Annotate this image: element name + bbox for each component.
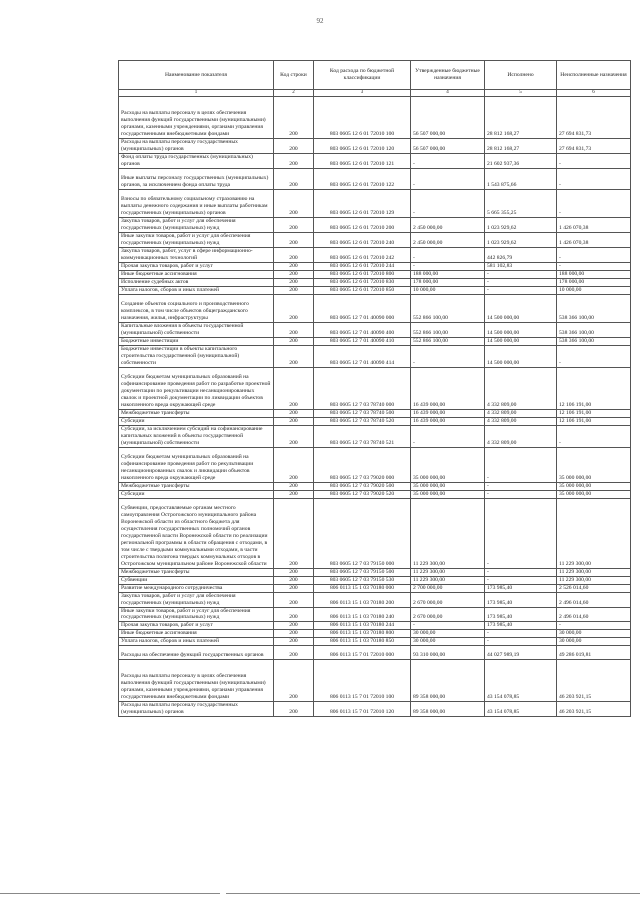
row-approved: 16 439 000,00: [411, 409, 485, 417]
row-line-code: 200: [274, 417, 314, 425]
row-line-code: 200: [274, 278, 314, 286]
row-approved: 16 439 000,00: [411, 417, 485, 425]
row-budget-code: 803 0605 12 7 01 40090 410: [314, 337, 411, 345]
table-row: [119, 270, 631, 278]
row-budget-code: 803 0605 12 7 03 78740 500: [314, 409, 411, 417]
row-line-code: 200: [274, 367, 314, 409]
row-unexecuted: 11 229 300,00: [557, 576, 631, 584]
row-executed: 173 985,40: [485, 622, 557, 630]
header-name: Наименование показателя: [119, 61, 274, 90]
row-executed: -: [485, 270, 557, 278]
row-line-code: 200: [274, 337, 314, 345]
row-approved: -: [411, 153, 485, 168]
row-unexecuted: 30 000,00: [557, 638, 631, 646]
row-unexecuted: 10 000,00: [557, 286, 631, 294]
table-row: [119, 482, 631, 490]
row-executed: 43 154 078,85: [485, 660, 557, 702]
table-row: [119, 322, 631, 337]
table-row: [119, 576, 631, 584]
table-row: [119, 189, 631, 217]
column-number: 3: [314, 90, 411, 97]
row-line-code: 200: [274, 409, 314, 417]
row-unexecuted: 11 229 300,00: [557, 568, 631, 576]
table-row: [119, 498, 631, 568]
row-unexecuted: -: [557, 189, 631, 217]
row-line-code: 200: [274, 490, 314, 498]
row-budget-code: 803 0605 12 6 01 72010 129: [314, 189, 411, 217]
row-line-code: 200: [274, 447, 314, 482]
row-approved: 35 000 000,00: [411, 482, 485, 490]
row-unexecuted: 35 000 000,00: [557, 490, 631, 498]
row-approved: 2 450 000,00: [411, 217, 485, 232]
table-row: [119, 638, 631, 646]
row-unexecuted: 11 229 300,00: [557, 498, 631, 568]
row-executed: 1 543 875,66: [485, 168, 557, 189]
page-number: 92: [316, 17, 324, 25]
row-approved: 56 507 000,00: [411, 139, 485, 154]
row-name: Взносы по обязательному социальному страхованию на выплаты денежного содержания и иные выплаты работникам государственных (муниципальных) органов: [119, 189, 274, 217]
table-row: [119, 607, 631, 622]
header-line-code: Код строки: [274, 61, 314, 90]
row-line-code: 200: [274, 568, 314, 576]
table-row: [119, 490, 631, 498]
row-line-code: 200: [274, 247, 314, 262]
header-executed: Исполнено: [485, 61, 557, 90]
row-executed: -: [485, 482, 557, 490]
column-number-row: [119, 90, 631, 97]
row-unexecuted: 188 000,00: [557, 270, 631, 278]
row-name: Исполнение судебных актов: [119, 278, 274, 286]
row-approved: 178 000,00: [411, 278, 485, 286]
row-approved: 11 229 300,00: [411, 498, 485, 568]
row-executed: -: [485, 638, 557, 646]
row-name: Субвенции: [119, 576, 274, 584]
column-number: 4: [411, 90, 485, 97]
row-budget-code: 803 0605 12 6 01 72010 850: [314, 286, 411, 294]
header-approved: Утвержденные бюджетные назначения: [411, 61, 485, 90]
row-name: Бюджетные инвестиции в объекты капитального строительства государственной (муниципальной) собственности: [119, 345, 274, 367]
row-executed: 4 332 809,00: [485, 367, 557, 409]
row-budget-code: 803 0605 12 6 01 72010 200: [314, 217, 411, 232]
table-row: [119, 168, 631, 189]
row-executed: 5 665 355,25: [485, 189, 557, 217]
row-line-code: 200: [274, 286, 314, 294]
table-row: [119, 262, 631, 270]
row-unexecuted: 46 203 921,15: [557, 702, 631, 717]
row-name: Иные выплаты персоналу государственных (муниципальных) органов, за исключением фонда оплаты труда: [119, 168, 274, 189]
table-row: [119, 286, 631, 294]
row-approved: 2 670 000,00: [411, 607, 485, 622]
row-budget-code: 803 0605 12 7 01 40090 414: [314, 345, 411, 367]
row-name: Капитальные вложения в объекты государственной (муниципальной) собственности: [119, 322, 274, 337]
row-budget-code: 806 0113 15 1 03 70180 850: [314, 638, 411, 646]
table-row: [119, 337, 631, 345]
row-budget-code: 806 0113 15 1 03 70180 800: [314, 630, 411, 638]
row-line-code: 200: [274, 498, 314, 568]
row-approved: 11 229 300,00: [411, 568, 485, 576]
row-executed: 4 332 809,00: [485, 425, 557, 447]
row-budget-code: 803 0605 12 6 01 72010 800: [314, 270, 411, 278]
row-name: Субсидии, за исключением субсидий на софинансирование капитальных вложений в объекты государственной (муниципальной) собственности: [119, 425, 274, 447]
row-approved: -: [411, 262, 485, 270]
row-name: Закупка товаров, работ и услуг для обеспечения государственных (муниципальных) нужд: [119, 217, 274, 232]
row-name: Межбюджетные трансферты: [119, 409, 274, 417]
row-line-code: 200: [274, 232, 314, 247]
row-executed: 14 500 000,00: [485, 322, 557, 337]
column-number: 1: [119, 90, 274, 97]
row-name: Прочая закупка товаров, работ и услуг: [119, 622, 274, 630]
row-unexecuted: 46 203 921,15: [557, 660, 631, 702]
table-row: [119, 247, 631, 262]
row-name: Бюджетные инвестиции: [119, 337, 274, 345]
row-line-code: 200: [274, 97, 314, 139]
row-unexecuted: 538 366 100,00: [557, 337, 631, 345]
row-budget-code: 803 0605 12 6 01 72010 242: [314, 247, 411, 262]
row-name: Уплата налогов, сборов и иных платежей: [119, 286, 274, 294]
row-approved: 16 439 000,00: [411, 367, 485, 409]
row-unexecuted: -: [557, 262, 631, 270]
row-approved: 552 866 100,00: [411, 337, 485, 345]
table-row: [119, 417, 631, 425]
row-name: Развитие международного сотрудничества: [119, 584, 274, 592]
row-name: Расходы на выплаты персоналу государственных (муниципальных) органов: [119, 139, 274, 154]
row-budget-code: 803 0605 12 6 01 72010 100: [314, 97, 411, 139]
row-executed: 173 985,40: [485, 607, 557, 622]
row-name: Субсидии: [119, 490, 274, 498]
row-line-code: 200: [274, 294, 314, 322]
table-row: [119, 592, 631, 607]
row-unexecuted: -: [557, 247, 631, 262]
row-unexecuted: 2 496 014,60: [557, 592, 631, 607]
row-approved: -: [411, 622, 485, 630]
row-line-code: 200: [274, 262, 314, 270]
budget-execution-table: [118, 60, 631, 717]
row-line-code: 200: [274, 638, 314, 646]
row-name: Расходы на выплаты персоналу в целях обеспечения выполнения функций государственными (муниципальными) органами, казенными учреждениями, органами управления государственными внебюджетными фондами: [119, 660, 274, 702]
row-executed: -: [485, 630, 557, 638]
table-row: [119, 409, 631, 417]
row-approved: 10 000,00: [411, 286, 485, 294]
row-approved: 2 450 000,00: [411, 232, 485, 247]
header-budget-code: Код расхода по бюджетной классификации: [314, 61, 411, 90]
footer-rule: [226, 893, 640, 894]
footer-rule: [0, 893, 220, 894]
row-name: Расходы на выплаты персоналу в целях обеспечения выполнения функций государственными (муниципальными) органами, казенными учреждениями, органами управления государственными внебюджетными фондами: [119, 97, 274, 139]
row-executed: 442 826,79: [485, 247, 557, 262]
row-approved: 552 866 100,00: [411, 294, 485, 322]
row-approved: -: [411, 168, 485, 189]
row-unexecuted: -: [557, 425, 631, 447]
row-budget-code: 806 0113 15 7 01 72010 000: [314, 646, 411, 660]
row-executed: -: [485, 568, 557, 576]
row-line-code: 200: [274, 622, 314, 630]
row-unexecuted: -: [557, 345, 631, 367]
table-row: [119, 622, 631, 630]
row-executed: 21 602 937,36: [485, 153, 557, 168]
row-budget-code: 803 0605 12 7 03 79020 520: [314, 490, 411, 498]
row-executed: 4 332 809,00: [485, 417, 557, 425]
row-line-code: 200: [274, 322, 314, 337]
row-executed: 14 500 000,00: [485, 294, 557, 322]
row-budget-code: 803 0605 12 7 03 79020 500: [314, 482, 411, 490]
row-executed: 44 027 989,19: [485, 646, 557, 660]
table-row: [119, 97, 631, 139]
row-name: Прочая закупка товаров, работ и услуг: [119, 262, 274, 270]
row-name: Иные закупки товаров, работ и услуг для обеспечения государственных (муниципальных) нужд: [119, 232, 274, 247]
row-name: Создание объектов социального и производственного комплексов, в том числе объектов общегражданского назначения, жилья, инфраструктуры: [119, 294, 274, 322]
row-name: Субвенции, предоставляемые органам местного самоуправления Острогожского муниципального района Воронежской области из областного бюджета для осуществления государственных полномочий органов государственной власти Воронежской области по реализации региональной программы в области обращения с отходами, в том числе с твердыми коммунальными отходами, в части строительства полигона твердых коммунальных отходов в Острогожском муниципальном районе Воронежской области: [119, 498, 274, 568]
row-name: Закупка товаров, работ, услуг в сфере информационно-коммуникационных технологий: [119, 247, 274, 262]
row-approved: 30 000,00: [411, 638, 485, 646]
row-line-code: 200: [274, 646, 314, 660]
row-executed: -: [485, 447, 557, 482]
row-executed: -: [485, 490, 557, 498]
row-unexecuted: 2 526 014,60: [557, 584, 631, 592]
row-unexecuted: 27 694 831,73: [557, 139, 631, 154]
row-approved: -: [411, 247, 485, 262]
row-unexecuted: 49 286 019,81: [557, 646, 631, 660]
table-row: [119, 425, 631, 447]
row-budget-code: 803 0605 12 6 01 72010 122: [314, 168, 411, 189]
row-budget-code: 803 0605 12 7 03 78740 520: [314, 417, 411, 425]
row-budget-code: 803 0605 12 6 01 72010 830: [314, 278, 411, 286]
table-row: [119, 345, 631, 367]
row-approved: 2 700 000,00: [411, 584, 485, 592]
row-budget-code: 803 0605 12 7 01 40090 000: [314, 294, 411, 322]
row-executed: -: [485, 278, 557, 286]
row-approved: -: [411, 345, 485, 367]
row-line-code: 200: [274, 189, 314, 217]
row-budget-code: 803 0605 12 6 01 72010 120: [314, 139, 411, 154]
row-unexecuted: 27 694 831,73: [557, 97, 631, 139]
row-unexecuted: 538 366 100,00: [557, 322, 631, 337]
row-budget-code: 803 0605 12 7 03 78740 521: [314, 425, 411, 447]
row-unexecuted: -: [557, 622, 631, 630]
row-name: Иные бюджетные ассигнования: [119, 630, 274, 638]
row-budget-code: 806 0113 15 7 01 72010 120: [314, 702, 411, 717]
row-unexecuted: -: [557, 168, 631, 189]
header-unexecuted: Неисполненные назначения: [557, 61, 631, 90]
row-budget-code: 803 0605 12 7 03 79150 500: [314, 568, 411, 576]
row-name: Межбюджетные трансферты: [119, 568, 274, 576]
row-name: Иные бюджетные ассигнования: [119, 270, 274, 278]
row-line-code: 200: [274, 217, 314, 232]
row-name: Уплата налогов, сборов и иных платежей: [119, 638, 274, 646]
row-executed: 28 812 168,27: [485, 97, 557, 139]
row-executed: 4 332 809,00: [485, 409, 557, 417]
row-approved: 35 000 000,00: [411, 447, 485, 482]
row-line-code: 200: [274, 576, 314, 584]
row-line-code: 200: [274, 592, 314, 607]
row-executed: 1 023 929,62: [485, 217, 557, 232]
row-unexecuted: 538 366 100,00: [557, 294, 631, 322]
row-unexecuted: 35 000 000,00: [557, 482, 631, 490]
row-budget-code: 806 0113 15 1 03 70180 000: [314, 584, 411, 592]
row-line-code: 200: [274, 270, 314, 278]
table-row: [119, 153, 631, 168]
row-executed: 173 985,40: [485, 584, 557, 592]
row-executed: 14 500 000,00: [485, 337, 557, 345]
row-unexecuted: 2 496 014,60: [557, 607, 631, 622]
row-budget-code: 803 0605 12 7 01 40090 400: [314, 322, 411, 337]
row-executed: 1 023 929,62: [485, 232, 557, 247]
row-budget-code: 803 0605 12 7 03 79020 000: [314, 447, 411, 482]
row-unexecuted: -: [557, 153, 631, 168]
column-number: 2: [274, 90, 314, 97]
row-line-code: 200: [274, 630, 314, 638]
table-row: [119, 367, 631, 409]
row-approved: 35 000 000,00: [411, 490, 485, 498]
row-unexecuted: 35 000 000,00: [557, 447, 631, 482]
row-name: Закупка товаров, работ и услуг для обеспечения государственных (муниципальных) нужд: [119, 592, 274, 607]
column-number: 5: [485, 90, 557, 97]
row-name: Расходы на обеспечение функций государственных органов: [119, 646, 274, 660]
table-row: [119, 646, 631, 660]
row-approved: 30 000,00: [411, 630, 485, 638]
row-budget-code: 806 0113 15 1 03 70180 244: [314, 622, 411, 630]
table-row: [119, 568, 631, 576]
row-line-code: 200: [274, 139, 314, 154]
row-approved: 188 000,00: [411, 270, 485, 278]
row-unexecuted: 30 000,00: [557, 630, 631, 638]
row-name: Субсидии: [119, 417, 274, 425]
table-row: [119, 217, 631, 232]
table-row: [119, 447, 631, 482]
row-unexecuted: 1 426 070,38: [557, 217, 631, 232]
row-budget-code: 803 0605 12 6 01 72010 244: [314, 262, 411, 270]
row-approved: 11 229 300,00: [411, 576, 485, 584]
row-budget-code: 803 0605 12 6 01 72010 240: [314, 232, 411, 247]
row-budget-code: 803 0605 12 7 03 79150 000: [314, 498, 411, 568]
row-unexecuted: 12 106 191,00: [557, 409, 631, 417]
table-row: [119, 630, 631, 638]
row-name: Субсидии бюджетам муниципальных образований на софинансирование проведения работ по разработке проектной документации по рекультивации несанкционированных свалок и проектной документации по ликвидации объектов накопленного вреда окружающей среде: [119, 367, 274, 409]
table-row: [119, 660, 631, 702]
row-budget-code: 803 0605 12 7 03 78740 000: [314, 367, 411, 409]
row-line-code: 200: [274, 153, 314, 168]
row-executed: 581 102,83: [485, 262, 557, 270]
row-line-code: 200: [274, 345, 314, 367]
table-row: [119, 702, 631, 717]
table-row: [119, 139, 631, 154]
row-unexecuted: 1 426 070,38: [557, 232, 631, 247]
row-name: Иные закупки товаров, работ и услуг для обеспечения государственных (муниципальных) нужд: [119, 607, 274, 622]
row-budget-code: 803 0605 12 7 03 79150 530: [314, 576, 411, 584]
table-row: [119, 278, 631, 286]
row-approved: -: [411, 425, 485, 447]
row-approved: -: [411, 189, 485, 217]
row-executed: 43 154 078,85: [485, 702, 557, 717]
row-approved: 56 507 000,00: [411, 97, 485, 139]
row-name: Фонд оплаты труда государственных (муниципальных) органов: [119, 153, 274, 168]
row-name: Межбюджетные трансферты: [119, 482, 274, 490]
row-executed: 28 812 168,27: [485, 139, 557, 154]
table-row: [119, 584, 631, 592]
row-executed: 173 985,40: [485, 592, 557, 607]
table-row: [119, 294, 631, 322]
row-executed: -: [485, 576, 557, 584]
row-unexecuted: 178 000,00: [557, 278, 631, 286]
row-line-code: 200: [274, 168, 314, 189]
row-approved: 552 866 100,00: [411, 322, 485, 337]
row-unexecuted: 12 106 191,00: [557, 367, 631, 409]
row-budget-code: 806 0113 15 1 03 70180 240: [314, 607, 411, 622]
row-unexecuted: 12 106 191,00: [557, 417, 631, 425]
table-header-row: [119, 61, 631, 90]
row-approved: 89 358 000,00: [411, 660, 485, 702]
row-approved: 2 670 000,00: [411, 592, 485, 607]
row-budget-code: 806 0113 15 1 03 70180 200: [314, 592, 411, 607]
table-row: [119, 232, 631, 247]
row-line-code: 200: [274, 660, 314, 702]
row-line-code: 200: [274, 425, 314, 447]
row-name: Расходы на выплаты персоналу государственных (муниципальных) органов: [119, 702, 274, 717]
row-approved: 93 310 000,00: [411, 646, 485, 660]
row-line-code: 200: [274, 607, 314, 622]
row-approved: 89 358 000,00: [411, 702, 485, 717]
row-name: Субсидии бюджетам муниципальных образований на софинансирование проведения работ по рекультивации несанкционированных свалок и ликвидации объектов накопленного вреда окружающей среде: [119, 447, 274, 482]
row-line-code: 200: [274, 584, 314, 592]
row-executed: 14 500 000,00: [485, 345, 557, 367]
row-executed: -: [485, 498, 557, 568]
row-budget-code: 806 0113 15 7 01 72010 100: [314, 660, 411, 702]
row-line-code: 200: [274, 482, 314, 490]
column-number: 6: [557, 90, 631, 97]
row-executed: -: [485, 286, 557, 294]
row-line-code: 200: [274, 702, 314, 717]
row-budget-code: 803 0605 12 6 01 72010 121: [314, 153, 411, 168]
